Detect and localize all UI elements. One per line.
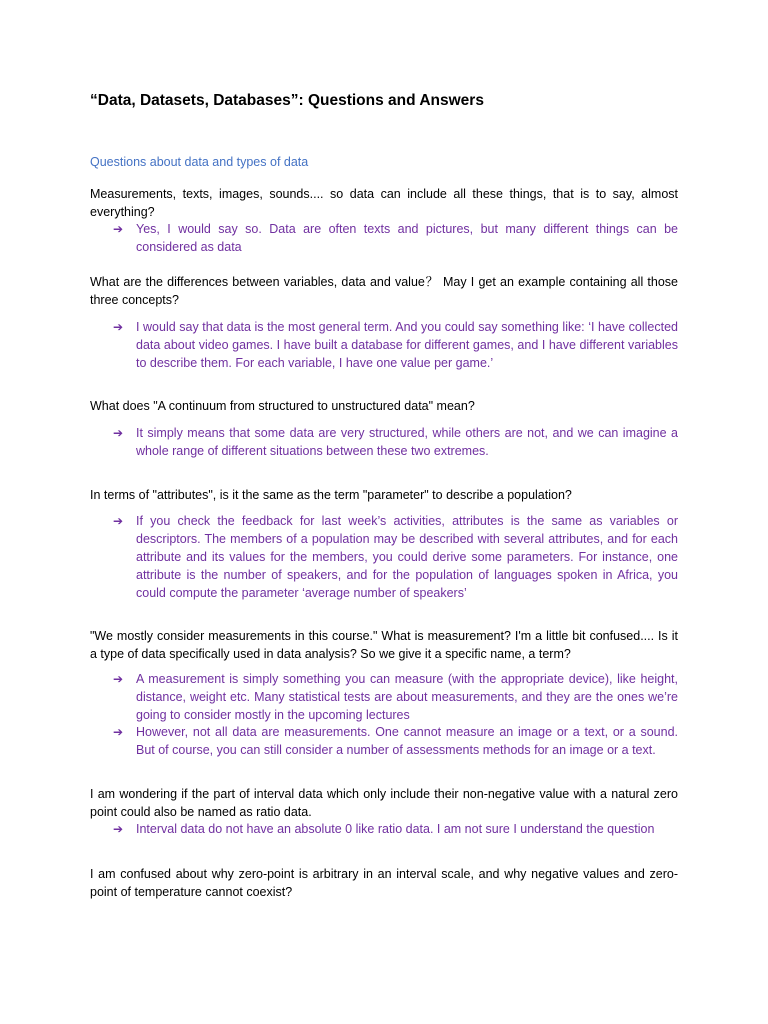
- question-7: I am confused about why zero-point is arbitrary in an interval scale, and why negative values and zero-point of temperature cannot coexist?: [90, 867, 678, 899]
- answer-text: If you check the feedback for last week’s activities, attributes is the same as variables or descriptors. The members of a population may be described with several attributes, and for each attribute and its values for the members, you could derive some parameters. For instance, one attribute is the number of speakers, and for the population of languages spoken in Africa, you could compute the parameter ‘average number of speakers’: [136, 514, 678, 600]
- arrow-right-icon: ➔: [113, 822, 124, 836]
- arrow-right-icon: ➔: [113, 222, 124, 236]
- answer-text: A measurement is simply something you can measure (with the appropriate device), like height, distance, weight etc. Many statistical tests are about measurements, and they are the ones we’re going to consider mostly in the upcoming lectures: [136, 672, 678, 722]
- question-3: What does "A continuum from structured to unstructured data" mean?: [90, 399, 475, 413]
- answer-5b: [113, 723, 678, 759]
- answer-5a: [113, 670, 678, 724]
- answer-text: It simply means that some data are very structured, while others are not, and we can imagine a whole range of different situations between these two extremes.: [136, 426, 678, 458]
- question-1: Measurements, texts, images, sounds.... so data can include all these things, that is to say, almost everything?: [90, 187, 678, 219]
- answer-text: Yes, I would say so. Data are often texts and pictures, but many different things can be considered as data: [136, 222, 678, 254]
- arrow-right-icon: ➔: [113, 320, 124, 334]
- arrow-right-icon: ➔: [113, 672, 124, 686]
- question-2: What are the differences between variables, data and value？ May I get an example containing all those three concepts?: [90, 275, 678, 307]
- answer-text: I would say that data is the most general term. And you could say something like: ‘I have collected data about video games. I have built a database for different games, and I have different variables to describe them. For each variable, I have one value per game.’: [136, 320, 678, 370]
- answer-text: Interval data do not have an absolute 0 like ratio data. I am not sure I understand the question: [136, 822, 655, 836]
- arrow-right-icon: ➔: [113, 426, 124, 440]
- section-heading: Questions about data and types of data: [90, 155, 309, 169]
- question-6: I am wondering if the part of interval data which only include their non-negative value with a natural zero point could also be named as ratio data.: [90, 787, 678, 819]
- answer-2: [113, 318, 678, 372]
- arrow-right-icon: ➔: [113, 514, 124, 528]
- answer-6: [113, 820, 678, 838]
- answer-1: [113, 220, 678, 256]
- answer-text: However, not all data are measurements. One cannot measure an image or a text, or a sound. But of course, you can still consider a number of assessments methods for an image or a text.: [136, 725, 678, 757]
- answer-3: [113, 424, 678, 460]
- page-title: “Data, Datasets, Databases”: Questions and Answers: [90, 92, 484, 109]
- answer-4: [113, 512, 678, 602]
- question-4: In terms of "attributes", is it the same as the term "parameter" to describe a population?: [90, 488, 572, 502]
- arrow-right-icon: ➔: [113, 725, 124, 739]
- question-5: "We mostly consider measurements in this course." What is measurement? I'm a little bit confused.... Is it a type of data specifically used in data analysis? So we give it a specific name, a term?: [90, 629, 678, 661]
